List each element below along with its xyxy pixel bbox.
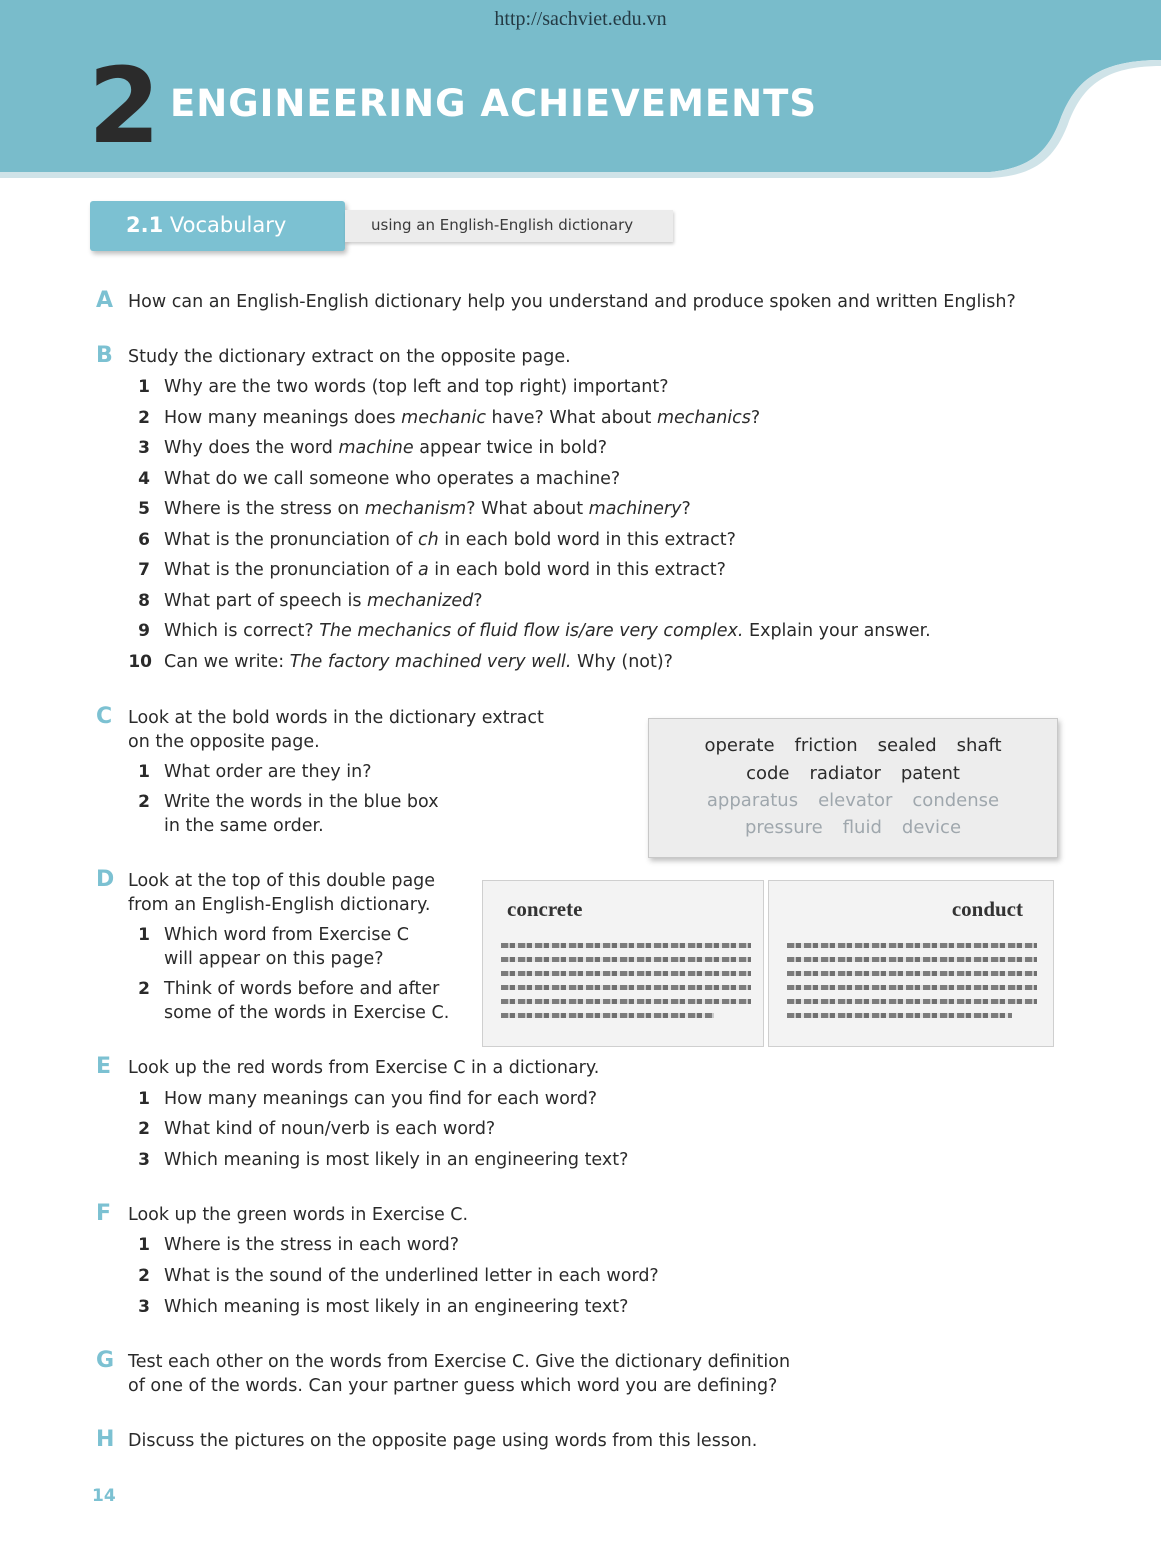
question-text: in the same order. bbox=[164, 816, 324, 836]
exercise-g-text-line: Test each other on the words from Exercise C. Give the dictionary definition bbox=[128, 1352, 791, 1372]
question-text-segment: have? What about bbox=[485, 408, 657, 428]
exercise-d-text-line: Look at the top of this double page bbox=[128, 871, 436, 891]
page-number: 14 bbox=[92, 1486, 116, 1506]
question-italic-term: mechanics bbox=[656, 408, 751, 428]
question-text bbox=[164, 438, 607, 458]
question-text: Which word from Exercise C bbox=[164, 925, 409, 945]
dictionary-guide-word-left: concrete bbox=[507, 897, 583, 921]
question-number: 1 bbox=[138, 1235, 150, 1255]
section-tab bbox=[90, 201, 345, 251]
question-text: What is the sound of the underlined letter in each word? bbox=[164, 1266, 659, 1286]
exercise-letter-d: D bbox=[96, 867, 115, 892]
exercise-d-text-line: from an English-English dictionary. bbox=[128, 895, 431, 915]
question-number: 2 bbox=[138, 1266, 150, 1286]
dictionary-blurred-text bbox=[501, 943, 751, 1027]
question-italic-term: The mechanics of fluid flow is/are very complex. bbox=[319, 621, 744, 641]
question-number: 2 bbox=[138, 979, 150, 999]
unit-number: 2 bbox=[88, 45, 159, 167]
question-text: Where is the stress in each word? bbox=[164, 1235, 460, 1255]
question-italic-term: mechanic bbox=[401, 408, 486, 428]
question-text bbox=[164, 377, 669, 397]
question-text bbox=[164, 591, 483, 611]
exercise-letter-a: A bbox=[96, 288, 114, 313]
exercise-f-text: Look up the green words in Exercise C. bbox=[128, 1205, 469, 1225]
question-text-segment: Can we write: bbox=[164, 652, 290, 672]
word-item: patent bbox=[900, 763, 960, 784]
word-item: condense bbox=[912, 790, 1000, 811]
question-number: 2 bbox=[138, 792, 150, 812]
question-text bbox=[164, 530, 736, 550]
exercise-c-text-line: on the opposite page. bbox=[128, 732, 320, 752]
question-text-segment: ? bbox=[473, 591, 483, 611]
question-text: will appear on this page? bbox=[164, 949, 384, 969]
word-item: code bbox=[746, 763, 790, 784]
question-text-segment: What is the pronunciation of bbox=[164, 530, 418, 550]
question-text bbox=[164, 621, 931, 641]
question-text: Which meaning is most likely in an engineering text? bbox=[164, 1150, 629, 1170]
question-text-segment: Which is correct? bbox=[164, 621, 320, 641]
unit-title: ENGINEERING ACHIEVEMENTS bbox=[170, 82, 818, 125]
question-text bbox=[164, 408, 760, 428]
exercise-b-text: Study the dictionary extract on the opposite page. bbox=[128, 347, 571, 367]
question-number: 5 bbox=[138, 499, 150, 519]
question-number: 3 bbox=[138, 1150, 150, 1170]
exercise-h-text: Discuss the pictures on the opposite page using words from this lesson. bbox=[128, 1431, 758, 1451]
question-number: 1 bbox=[138, 377, 150, 397]
exercise-letter-e: E bbox=[96, 1054, 112, 1079]
dictionary-extract bbox=[482, 880, 1058, 1050]
section-heading bbox=[126, 213, 286, 237]
section-title: Vocabulary bbox=[169, 213, 287, 237]
question-text bbox=[164, 469, 620, 489]
exercise-a-text: How can an English-English dictionary help you understand and produce spoken and written English? bbox=[128, 292, 1016, 312]
question-italic-term: The factory machined very well. bbox=[289, 652, 572, 672]
question-text bbox=[164, 652, 673, 672]
question-number: 1 bbox=[138, 1089, 150, 1109]
word-item: pressure bbox=[744, 817, 823, 838]
question-text-segment: ? What about bbox=[466, 499, 589, 519]
question-number: 1 bbox=[138, 762, 150, 782]
word-item: operate bbox=[704, 735, 775, 756]
word-item: fluid bbox=[842, 817, 882, 838]
word-box-row bbox=[649, 735, 1057, 756]
question-text bbox=[164, 499, 691, 519]
section-number: 2.1 bbox=[126, 213, 164, 237]
question-text: How many meanings can you find for each word? bbox=[164, 1089, 598, 1109]
question-text-segment: Why are the two words (top left and top right) important? bbox=[164, 377, 669, 397]
question-text-segment: What do we call someone who operates a machine? bbox=[164, 469, 621, 489]
word-item: shaft bbox=[956, 735, 1002, 756]
question-text: What kind of noun/verb is each word? bbox=[164, 1119, 496, 1139]
word-item: elevator bbox=[818, 790, 893, 811]
question-italic-term: a bbox=[418, 560, 429, 580]
question-number: 6 bbox=[138, 530, 150, 550]
question-number: 4 bbox=[138, 469, 150, 489]
question-text-segment: Why (not)? bbox=[571, 652, 673, 672]
exercise-c-text-line: Look at the bold words in the dictionary extract bbox=[128, 708, 544, 728]
question-italic-term: ch bbox=[418, 530, 439, 550]
exercise-e-text: Look up the red words from Exercise C in a dictionary. bbox=[128, 1058, 600, 1078]
question-number: 2 bbox=[138, 408, 150, 428]
word-item: radiator bbox=[809, 763, 881, 784]
question-italic-term: mechanized bbox=[367, 591, 474, 611]
question-text-segment: What is the pronunciation of bbox=[164, 560, 418, 580]
question-text-segment: ? bbox=[681, 499, 691, 519]
question-italic-term: machine bbox=[338, 438, 414, 458]
question-number: 7 bbox=[138, 560, 150, 580]
exercise-letter-g: G bbox=[96, 1348, 115, 1373]
question-text-segment: How many meanings does bbox=[164, 408, 402, 428]
exercise-g-text-line: of one of the words. Can your partner guess which word you are defining? bbox=[128, 1376, 778, 1396]
word-item: friction bbox=[794, 735, 858, 756]
question-text-segment: Why does the word bbox=[164, 438, 339, 458]
exercise-letter-b: B bbox=[96, 343, 113, 368]
question-number: 2 bbox=[138, 1119, 150, 1139]
question-text-segment: Where is the stress on bbox=[164, 499, 365, 519]
dictionary-blurred-text bbox=[787, 943, 1037, 1027]
dictionary-guide-word-right: conduct bbox=[951, 897, 1023, 921]
question-number: 1 bbox=[138, 925, 150, 945]
dictionary-left-page bbox=[482, 880, 764, 1047]
source-url[interactable]: http://sachviet.edu.vn bbox=[494, 8, 667, 30]
question-text: Which meaning is most likely in an engineering text? bbox=[164, 1297, 629, 1317]
dictionary-right-page bbox=[768, 880, 1054, 1047]
question-text-segment: appear twice in bold? bbox=[413, 438, 607, 458]
word-item: device bbox=[901, 817, 962, 838]
question-text-segment: ? bbox=[750, 408, 761, 428]
word-box bbox=[648, 718, 1058, 858]
word-item: apparatus bbox=[706, 790, 799, 811]
question-text-segment: in each bold word in this extract? bbox=[428, 560, 726, 580]
question-text-segment: What part of speech is bbox=[164, 591, 368, 611]
section-subtitle: using an English-English dictionary bbox=[371, 216, 634, 234]
question-number: 3 bbox=[138, 1297, 150, 1317]
word-item: sealed bbox=[877, 735, 937, 756]
word-box-row bbox=[649, 817, 1057, 838]
question-number: 8 bbox=[138, 591, 150, 611]
question-text: What order are they in? bbox=[164, 762, 372, 782]
question-italic-term: mechanism bbox=[364, 499, 467, 519]
question-italic-term: machinery bbox=[588, 499, 682, 519]
question-number: 3 bbox=[138, 438, 150, 458]
exercise-letter-c: C bbox=[96, 704, 113, 729]
question-number: 9 bbox=[138, 621, 150, 641]
exercise-letter-f: F bbox=[96, 1201, 112, 1226]
question-number: 10 bbox=[128, 652, 152, 672]
question-text bbox=[164, 560, 726, 580]
question-text-segment: in each bold word in this extract? bbox=[438, 530, 736, 550]
word-box-row bbox=[649, 763, 1057, 784]
exercise-letter-h: H bbox=[96, 1427, 115, 1452]
word-box-row bbox=[649, 790, 1057, 811]
question-text-segment: Explain your answer. bbox=[743, 621, 931, 641]
section-subtitle-tab bbox=[345, 210, 673, 242]
question-text: Think of words before and after bbox=[164, 979, 440, 999]
question-text: Write the words in the blue box bbox=[164, 792, 439, 812]
question-text: some of the words in Exercise C. bbox=[164, 1003, 450, 1023]
